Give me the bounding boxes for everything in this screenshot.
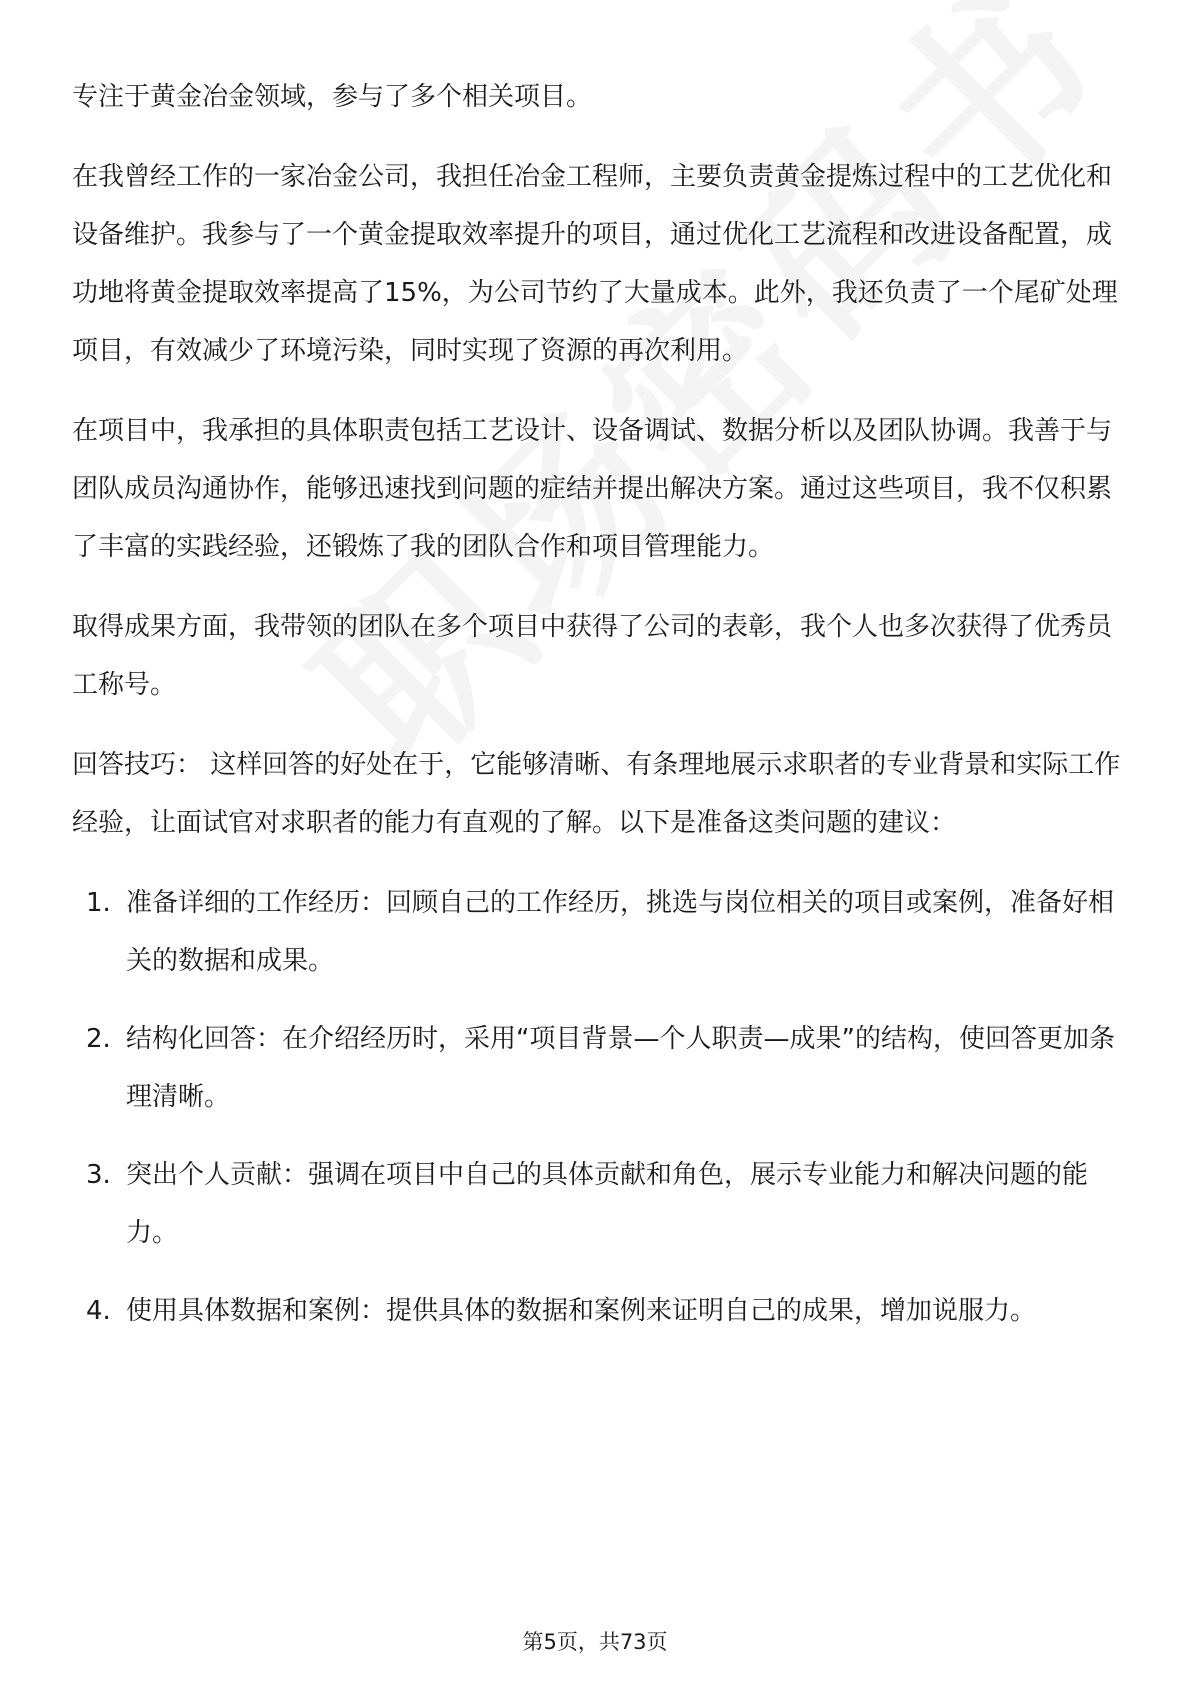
paragraph-experience: 在我曾经工作的一家冶金公司，我担任冶金工程师，主要负责黄金提炼过程中的工艺优化和设备维护。我参与了一个黄金提取效率提升的项目，通过优化工艺流程和改进设备配置，成功地将黄金提取效率提高了15%，为公司节约了大量成本。此外，我还负责了一个尾矿处理项目，有效减少了环境污染，同时实现了资源的再次利用。 <box>72 162 1118 366</box>
page-content <box>72 68 1132 1360</box>
list-item <box>72 874 1132 990</box>
tips-list <box>72 874 1132 1340</box>
paragraph-achievements: 取得成果方面，我带领的团队在多个项目中获得了公司的表彰，我个人也多次获得了优秀员工称号。 <box>72 612 1113 700</box>
list-item <box>72 1146 1132 1262</box>
page-number-footer: 第5页，共73页 <box>522 1630 668 1654</box>
paragraph-intro: 专注于黄金冶金领域，参与了多个相关项目。 <box>72 82 593 112</box>
list-item-text: 突出个人贡献：强调在项目中自己的具体贡献和角色，展示专业能力和解决问题的能力。 <box>126 1160 1089 1248</box>
list-item-text: 准备详细的工作经历：回顾自己的工作经历，挑选与岗位相关的项目或案例，准备好相关的数据和成果。 <box>126 888 1115 976</box>
list-item-number: 1. <box>86 888 111 918</box>
list-item <box>72 1282 1132 1340</box>
list-item-number: 4. <box>86 1296 111 1326</box>
list-item-number: 2. <box>86 1024 111 1054</box>
list-item-text: 使用具体数据和案例：提供具体的数据和案例来证明自己的成果，增加说服力。 <box>126 1296 1037 1326</box>
paragraph-answer-tips: 回答技巧： 这样回答的好处在于，它能够清晰、有条理地展示求职者的专业背景和实际工作经验，让面试官对求职者的能力有直观的了解。以下是准备这类问题的建议： <box>72 750 1121 838</box>
list-item-text: 结构化回答：在介绍经历时，采用“项目背景—个人职责—成果”的结构，使回答更加条理清晰。 <box>126 1024 1115 1112</box>
list-item-number: 3. <box>86 1160 111 1190</box>
paragraph-responsibilities: 在项目中，我承担的具体职责包括工艺设计、设备调试、数据分析以及团队协调。我善于与团队成员沟通协作，能够迅速找到问题的症结并提出解决方案。通过这些项目，我不仅积累了丰富的实践经验，还锻炼了我的团队合作和项目管理能力。 <box>72 416 1113 562</box>
list-item <box>72 1010 1132 1126</box>
